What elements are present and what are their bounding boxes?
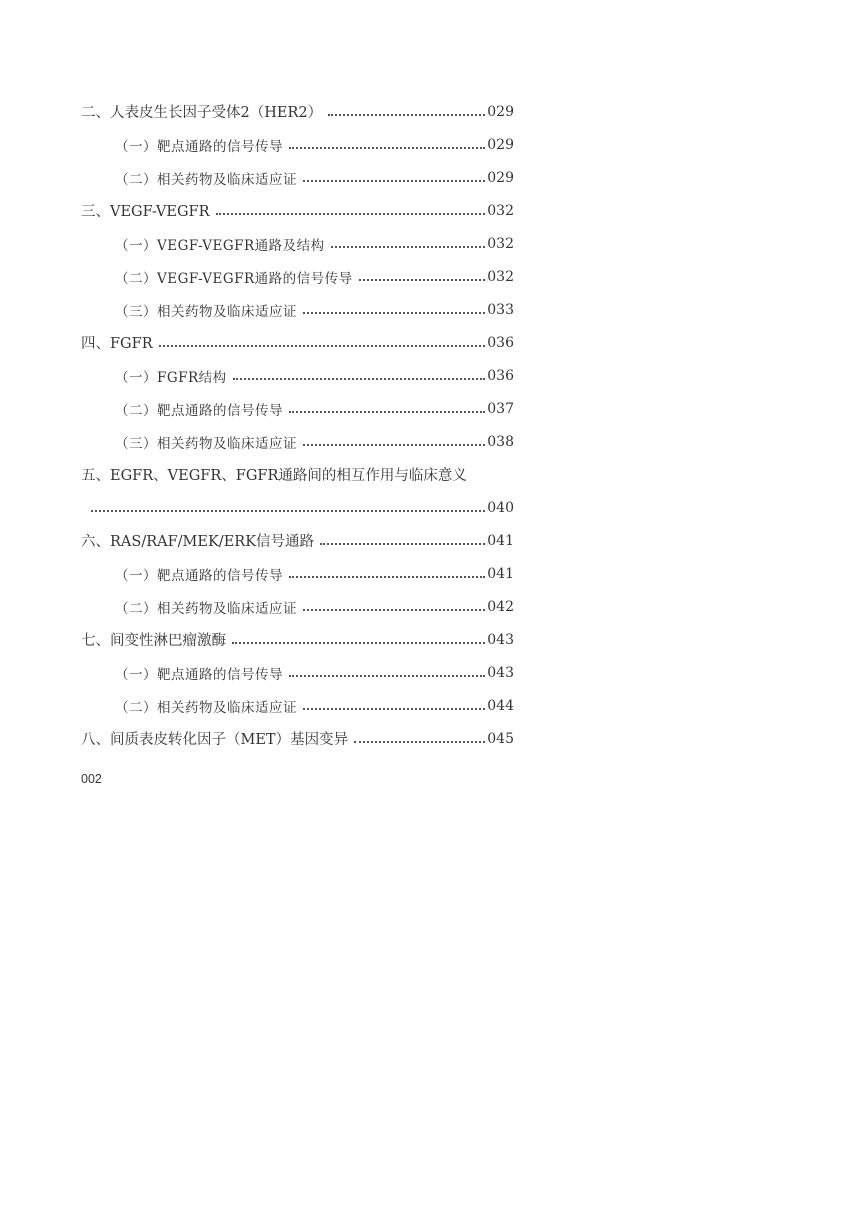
toc-entry-title: （二）VEGF-VEGFR通路的信号传导 (115, 270, 353, 287)
toc-entry-page: 032 (487, 268, 514, 285)
dot-leader (91, 510, 485, 512)
toc-entry-page: 036 (487, 367, 514, 384)
toc-entry-title: （三）相关药物及临床适应证 (115, 435, 297, 452)
toc-entry[interactable] (81, 425, 514, 458)
dot-leader (303, 444, 485, 446)
dot-leader (331, 246, 486, 248)
toc-entry[interactable] (81, 722, 514, 755)
dot-leader (303, 180, 485, 182)
toc-entry-page: 043 (487, 631, 514, 648)
toc-entry-page: 041 (487, 565, 514, 582)
toc-entry[interactable] (81, 524, 514, 557)
dot-leader (289, 147, 485, 149)
toc-entry[interactable] (81, 227, 514, 260)
toc-entry[interactable] (81, 656, 514, 689)
toc-entry[interactable] (81, 260, 514, 293)
dot-leader (232, 642, 485, 644)
toc-entry-title: 三、VEGF-VEGFR (81, 204, 210, 220)
toc-entry-page: 036 (487, 334, 514, 351)
toc-entry-title: （二）相关药物及临床适应证 (115, 171, 297, 188)
toc-entry-title: （二）相关药物及临床适应证 (115, 600, 297, 617)
toc-entry-page: 029 (487, 136, 514, 153)
toc-entry-title: （一）靶点通路的信号传导 (115, 567, 283, 584)
toc-entry[interactable] (81, 590, 514, 623)
dot-leader (233, 378, 486, 380)
dot-leader (289, 675, 485, 677)
toc-entry-title: 四、FGFR (81, 336, 153, 352)
toc-entry-page: 040 (487, 499, 514, 516)
toc-entry[interactable] (81, 95, 514, 128)
toc-entry-page: 029 (487, 103, 514, 120)
toc-entry-page: 038 (487, 433, 514, 450)
dot-leader (303, 312, 485, 314)
toc-entry-page: 032 (487, 235, 514, 252)
toc-entry[interactable] (81, 557, 514, 590)
toc-entry-title: （二）靶点通路的信号传导 (115, 402, 283, 419)
toc-entry-page: 033 (487, 301, 514, 318)
toc-entry-title: 二、人表皮生长因子受体2（HER2） (81, 105, 323, 121)
dot-leader (354, 741, 485, 743)
dot-leader (328, 114, 485, 116)
dot-leader (159, 345, 486, 347)
toc-entry-page: 041 (487, 532, 514, 549)
toc-entry-title: 八、间质表皮转化因子（MET）基因变异 (81, 732, 349, 748)
dot-leader (320, 543, 485, 545)
toc-entry-title: （一）靶点通路的信号传导 (115, 138, 283, 155)
toc-entry[interactable] (81, 194, 514, 227)
toc-entry[interactable] (81, 392, 514, 425)
toc-entry-page: 037 (487, 400, 514, 417)
toc-entry-page: 044 (487, 697, 514, 714)
toc-entry-page: 043 (487, 664, 514, 681)
toc-entry-continuation[interactable] (81, 491, 514, 524)
toc-entry-page: 032 (487, 202, 514, 219)
dot-leader (303, 708, 485, 710)
toc-entry[interactable] (81, 128, 514, 161)
toc-entry-title: 六、RAS/RAF/MEK/ERK信号通路 (81, 534, 315, 550)
toc-entry[interactable] (81, 293, 514, 326)
toc-entry-title: （二）相关药物及临床适应证 (115, 699, 297, 716)
dot-leader (216, 213, 486, 215)
toc-entry[interactable] (81, 623, 514, 656)
dot-leader (359, 279, 486, 281)
toc-entry[interactable] (81, 689, 514, 722)
toc-entry[interactable] (81, 161, 514, 194)
dot-leader (303, 609, 485, 611)
dot-leader (289, 576, 485, 578)
toc-entry-page: 029 (487, 169, 514, 186)
table-of-contents (81, 95, 514, 755)
toc-entry[interactable] (81, 326, 514, 359)
toc-entry-title: 五、EGFR、VEGFR、FGFR通路间的相互作用与临床意义 (81, 468, 467, 484)
toc-entry-title: （一）FGFR结构 (115, 369, 227, 386)
toc-entry-page: 045 (487, 730, 514, 747)
toc-entry[interactable] (81, 458, 514, 491)
toc-entry-title: （一）靶点通路的信号传导 (115, 666, 283, 683)
toc-entry-title: （三）相关药物及临床适应证 (115, 303, 297, 320)
toc-entry-title: （一）VEGF-VEGFR通路及结构 (115, 237, 325, 254)
toc-entry[interactable] (81, 359, 514, 392)
dot-leader (289, 411, 485, 413)
toc-entry-page: 042 (487, 598, 514, 615)
toc-entry-title: 七、间变性淋巴瘤激酶 (81, 633, 226, 649)
page-number: 002 (81, 772, 102, 786)
